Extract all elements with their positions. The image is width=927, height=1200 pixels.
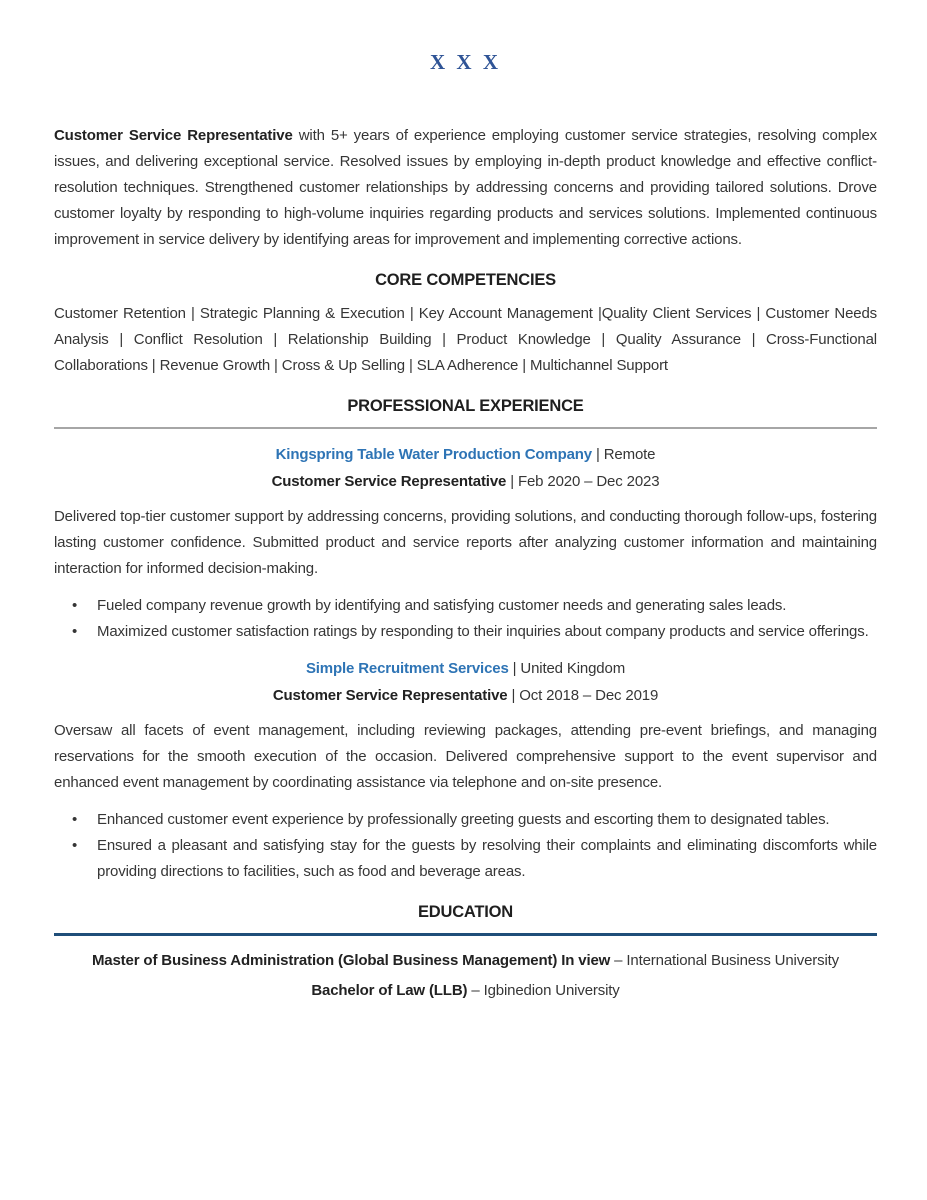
bullet-icon: •: [72, 837, 78, 854]
degree-name: Master of Business Administration (Global Business Management) In view: [91, 952, 611, 969]
summary-lead: Customer Service Representative: [54, 127, 293, 144]
bullet-icon: •: [72, 811, 78, 828]
company-link-kingspring[interactable]: Kingspring Table Water Production Company: [275, 446, 592, 463]
education-entry: [54, 976, 877, 1006]
job-location: United Kingdom: [520, 660, 626, 677]
education-entry: [54, 946, 877, 976]
experience-section-divider: [54, 427, 877, 429]
pipe-separator: |: [510, 473, 514, 490]
section-heading-core-competencies: CORE COMPETENCIES: [375, 271, 556, 289]
core-competencies-text: Customer Retention | Strategic Planning & Execution | Key Account Management |Quality Client Services | Customer Needs Analysis | Conflict Resolution | Relationship Building | Product Knowledge | Quality Assurance | Cross-Functional Collaborations | Revenue Growth | Cross & Up Selling | SLA Adherence | Multichannel Support: [54, 305, 877, 374]
job-description: Oversaw all facets of event management, including reviewing packages, attending pre-event briefings, and managing reservations for the smooth execution of the occasion. Delivered comprehensive support to the event supervisor and enhanced event management by coordinating assistance via telephone and on-site presence.: [54, 722, 877, 791]
education-section-divider: [54, 933, 877, 936]
job-title-line: [54, 682, 877, 709]
school-name: Igbinedion University: [483, 982, 620, 999]
bullet-text: Maximized customer satisfaction ratings by responding to their inquiries about company products and service offerings.: [97, 623, 869, 640]
pipe-separator: |: [512, 660, 517, 677]
bullet-item: [54, 593, 877, 619]
bullet-text: Fueled company revenue growth by identifying and satisfying customer needs and generating sales leads.: [97, 597, 787, 614]
section-heading-education: EDUCATION: [417, 903, 514, 921]
bullet-text: Enhanced customer event experience by professionally greeting guests and escorting them to designated tables.: [97, 811, 830, 828]
school-name: International Business University: [626, 952, 840, 969]
job-title-line: [54, 468, 877, 495]
pipe-separator: |: [596, 446, 600, 463]
section-heading-professional-experience: PROFESSIONAL EXPERIENCE: [347, 397, 584, 415]
company-link-simple-recruitment[interactable]: Simple Recruitment Services: [305, 660, 509, 677]
job-description: Delivered top-tier customer support by addressing concerns, providing solutions, and conducting thorough follow-ups, fostering lasting customer confidence. Submitted product and service reports after analyzing customer information and maintaining interaction for informed decision-making.: [54, 508, 877, 577]
bullet-icon: •: [72, 597, 78, 614]
job-bullet-list: [54, 807, 877, 885]
summary-body: with 5+ years of experience employing customer service strategies, resolving complex issues, and delivering exceptional service. Resolved issues by employing in-depth product knowledge and effective conflict-resolution techniques. Strengthened customer relationships by addressing concerns and providing tailored solutions. Drove customer loyalty by responding to high-volume inquiries regarding products and services solutions. Implemented continuous improvement in service delivery by identifying areas for improvement and implementing corrective actions.: [54, 127, 877, 248]
job-bullet-list: [54, 593, 877, 645]
job-entry-simple-recruitment: [54, 655, 877, 885]
degree-name: Bachelor of Law (LLB): [311, 982, 468, 999]
job-dates: Feb 2020 – Dec 2023: [517, 473, 660, 490]
bullet-item: [54, 807, 877, 833]
pipe-separator: |: [511, 687, 516, 704]
job-title: Customer Service Representative: [272, 687, 508, 704]
bullet-item: [54, 833, 877, 885]
job-location: Remote: [603, 446, 656, 463]
job-company-line: [54, 441, 877, 468]
job-entry-kingspring: [54, 441, 877, 645]
job-company-line: [54, 655, 877, 682]
bullet-icon: •: [72, 623, 78, 640]
candidate-name: X X X: [430, 50, 501, 74]
summary-paragraph: [54, 123, 877, 253]
bullet-text: Ensured a pleasant and satisfying stay for the guests by resolving their complaints and eliminating discomforts while providing directions to facilities, such as food and beverage areas.: [97, 837, 877, 880]
dash-separator: –: [471, 982, 480, 999]
job-dates: Oct 2018 – Dec 2019: [519, 687, 659, 704]
bullet-item: [54, 619, 877, 645]
job-title: Customer Service Representative: [271, 473, 507, 490]
dash-separator: –: [614, 952, 623, 969]
